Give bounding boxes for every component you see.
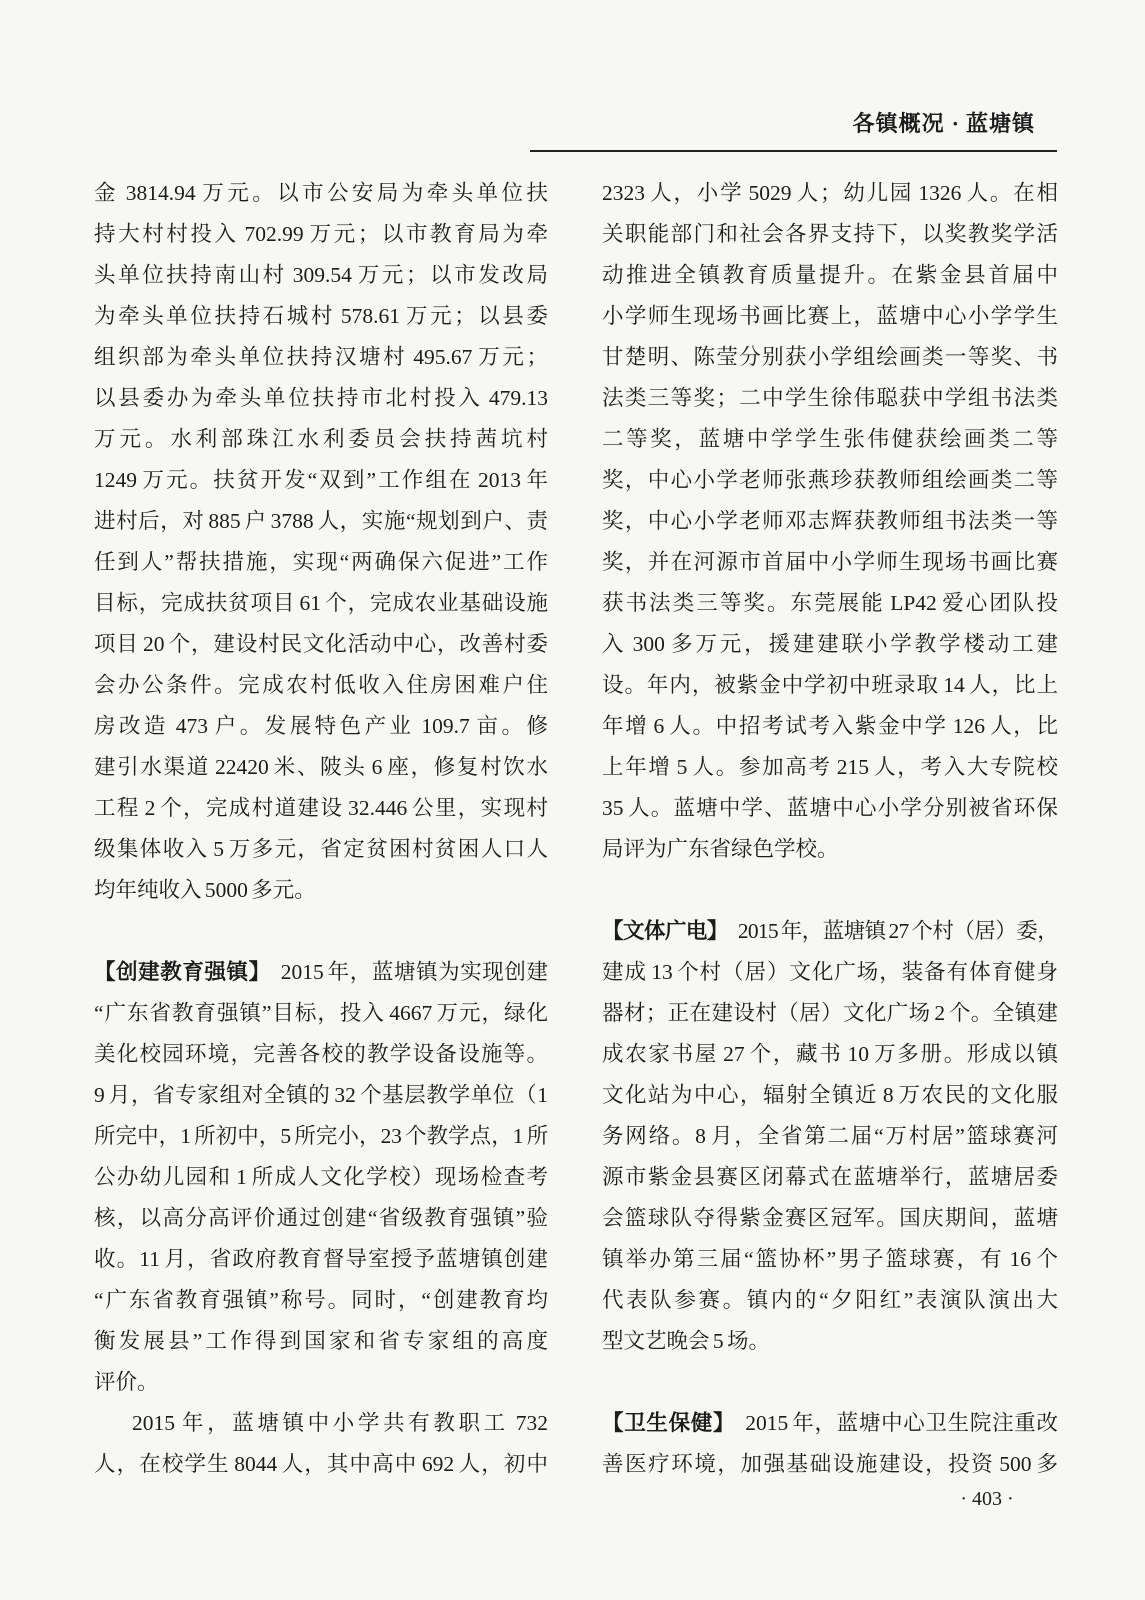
text-line: 2323 人，小学 5029 人；幼儿园 1326 人。在相 <box>602 181 1058 205</box>
text-line: 1249 万元。扶贫开发“双到”工作组在 2013 年 <box>94 468 548 492</box>
text-line: 头单位扶持南山村 309.54 万元；以市发改局 <box>94 263 548 287</box>
text-line: 局评为广东省绿色学校。 <box>602 837 839 861</box>
left-column <box>94 173 548 1485</box>
text-line: 9 月，省专家组对全镇的 32 个基层教学单位（1 <box>94 1083 548 1107</box>
section-heading: 【创建教育强镇】 <box>94 960 271 984</box>
text-line: 万元。水利部珠江水利委员会扶持茜坑村 <box>94 427 548 451</box>
text-line: 奖，中心小学老师张燕珍获教师组绘画类二等 <box>602 468 1058 492</box>
text-line: 衡发展县”工作得到国家和省专家组的高度 <box>94 1329 548 1353</box>
text-line: 器材；正在建设村（居）文化广场 2 个。全镇建 <box>602 1001 1058 1025</box>
text-line <box>602 1403 1058 1444</box>
text-line: 以县委办为牵头单位扶持市北村投入 479.13 <box>94 386 548 410</box>
paragraph <box>602 1403 1058 1485</box>
right-column <box>602 173 1058 1485</box>
town-name: 蓝塘镇 <box>965 111 1035 136</box>
text-line: 建引水渠道 22420 米、陂头 6 座，修复村饮水 <box>94 755 548 779</box>
text-line: 核，以高分高评价通过创建“省级教育强镇”验 <box>94 1206 548 1230</box>
text-line: 小学师生现场书画比赛上，蓝塘中心小学学生 <box>602 304 1058 328</box>
text-line: 镇举办第三届“篮协杯”男子篮球赛，有 16 个 <box>602 1247 1058 1271</box>
text-line: 收。11 月，省政府教育督导室授予蓝塘镇创建 <box>94 1247 548 1271</box>
text-line: 会办公条件。完成农村低收入住房困难户住 <box>94 673 548 697</box>
text-line: 35 人。蓝塘中学、蓝塘中心小学分别被省环保 <box>602 796 1058 820</box>
text-line: 务网络。8 月，全省第二届“万村居”篮球赛河 <box>602 1124 1058 1148</box>
text-line: 人，在校学生 8044 人，其中高中 692 人，初中 <box>94 1452 548 1476</box>
text-line: 入 300 多万元，援建建联小学教学楼动工建 <box>602 632 1058 656</box>
paragraph <box>94 173 548 911</box>
text-line: 二等奖，蓝塘中学学生张伟健获绘画类二等 <box>602 427 1058 451</box>
text-line: 会篮球队夺得紫金赛区冠军。国庆期间，蓝塘 <box>602 1206 1058 1230</box>
text-line: 获书法类三等奖。东莞展能 LP42 爱心团队投 <box>602 591 1058 615</box>
text-line: 型文艺晚会 5 场。 <box>602 1329 771 1353</box>
text-line <box>94 952 548 993</box>
text-line: 金 3814.94 万元。以市公安局为牵头单位扶 <box>94 181 548 205</box>
section-heading: 【卫生保健】 <box>602 1411 736 1435</box>
text-line: 年增 6 人。中招考试考入紫金中学 126 人，比 <box>602 714 1058 738</box>
text-line-body: 2015 年，蓝塘中心卫生院注重改 <box>745 1411 1058 1435</box>
paragraph <box>94 952 548 1403</box>
text-line <box>602 911 1058 952</box>
text-line: 动推进全镇教育质量提升。在紫金县首届中 <box>602 263 1058 287</box>
text-line: 奖，并在河源市首届中小学师生现场书画比赛 <box>602 550 1058 574</box>
text-line: 2015 年，蓝塘镇中小学共有教职工 732 <box>132 1411 548 1435</box>
running-header <box>853 109 1035 139</box>
text-line: 工程 2 个，完成村道建设 32.446 公里，实现村 <box>94 796 548 820</box>
text-line: 级集体收入 5 万多元，省定贫困村贫困人口人 <box>94 837 548 861</box>
text-line: 善医疗环境，加强基础设施建设，投资 500 多 <box>602 1452 1058 1476</box>
text-line: 文化站为中心，辐射全镇近 8 万农民的文化服 <box>602 1083 1058 1107</box>
header-rule <box>530 150 1057 152</box>
text-line: “广东省教育强镇”目标，投入 4667 万元，绿化 <box>94 1001 548 1025</box>
text-line: “广东省教育强镇”称号。同时，“创建教育均 <box>94 1288 548 1312</box>
header-separator: · <box>951 111 959 136</box>
text-line: 美化校园环境，完善各校的教学设备设施等。 <box>94 1042 548 1066</box>
text-line: 建成 13 个村（居）文化广场，装备有体育健身 <box>602 960 1058 984</box>
text-line: 所完中，1 所初中，5 所完小，23 个教学点，1 所 <box>94 1124 548 1148</box>
text-line: 目标，完成扶贫项目 61 个，完成农业基础设施 <box>94 591 548 615</box>
section-title: 各镇概况 <box>852 111 945 136</box>
page-number: · 403 · <box>960 1488 1014 1510</box>
paragraph <box>602 911 1058 1362</box>
text-line: 持大村村投入 702.99 万元；以市教育局为牵 <box>94 222 548 246</box>
text-line: 代表队参赛。镇内的“夕阳红”表演队演出大 <box>602 1288 1058 1312</box>
text-line: 为牵头单位扶持石城村 578.61 万元；以县委 <box>94 304 548 328</box>
text-line: 任到人”帮扶措施，实现“两确保六促进”工作 <box>94 550 548 574</box>
text-line: 公办幼儿园和 1 所成人文化学校）现场检查考 <box>94 1165 548 1189</box>
text-line: 上年增 5 人。参加高考 215 人，考入大专院校 <box>602 755 1058 779</box>
paragraph <box>94 1403 548 1485</box>
text-line: 组织部为牵头单位扶持汉塘村 495.67 万元； <box>94 345 548 369</box>
text-line: 房改造 473 户。发展特色产业 109.7 亩。修 <box>94 714 548 738</box>
section-heading: 【文体广电】 <box>602 919 728 943</box>
text-line: 源市紫金县赛区闭幕式在蓝塘举行，蓝塘居委 <box>602 1165 1058 1189</box>
text-line: 成农家书屋 27 个，藏书 10 万多册。形成以镇 <box>602 1042 1058 1066</box>
text-line: 均年纯收入 5000 多元。 <box>94 878 316 902</box>
text-line: 评价。 <box>94 1370 159 1394</box>
text-line: 项目 20 个，建设村民文化活动中心，改善村委 <box>94 632 548 656</box>
text-line: 设。年内，被紫金中学初中班录取 14 人，比上 <box>602 673 1058 697</box>
text-line-body: 2015 年，蓝塘镇 27 个村（居）委， <box>737 919 1058 943</box>
text-line: 关职能部门和社会各界支持下，以奖教奖学活 <box>602 222 1058 246</box>
text-line: 法类三等奖；二中学生徐伟聪获中学组书法类 <box>602 386 1058 410</box>
text-line: 进村后，对 885 户 3788 人，实施“规划到户、责 <box>94 509 548 533</box>
paragraph <box>602 173 1058 870</box>
text-line: 奖，中心小学老师邓志辉获教师组书法类一等 <box>602 509 1058 533</box>
text-line-body: 2015 年，蓝塘镇为实现创建 <box>280 960 548 984</box>
text-line: 甘楚明、陈莹分别获小学组绘画类一等奖、书 <box>602 345 1058 369</box>
